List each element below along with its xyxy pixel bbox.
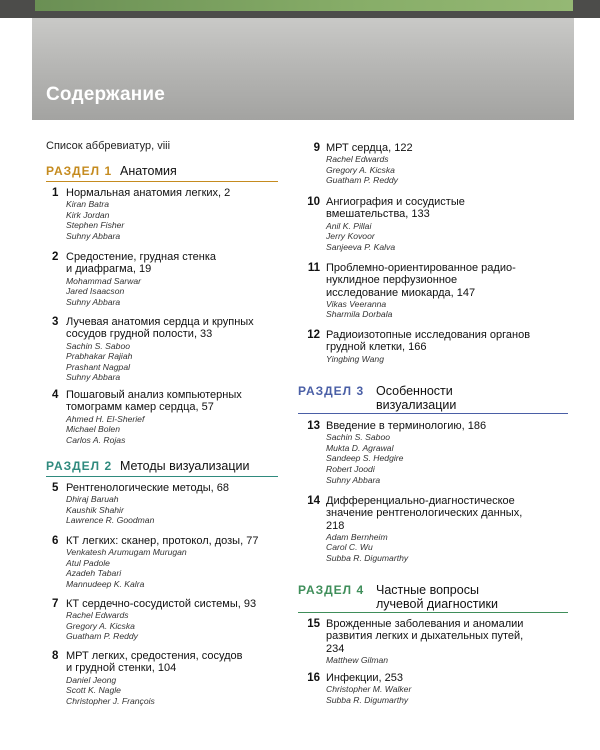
author: Suhny Abbara [66,231,121,242]
chapter-11 [294,262,516,320]
chapter-authors [66,414,242,446]
chapter-number: 13 [307,420,320,432]
chapter-number: 6 [52,535,59,547]
chapter-2 [52,251,216,307]
author: Lawrence R. Goodman [66,515,155,526]
author: Rachel Edwards [66,610,129,621]
chapter-number: 10 [307,196,320,208]
author: Guatham P. Reddy [326,175,398,186]
section-3-title: визуализации [376,398,457,412]
page-title: Содержание [46,84,166,105]
author: Venkatesh Arumugam Murugan [66,547,187,558]
author: Michael Bolen [66,424,120,435]
chapter-number: 14 [307,495,320,507]
section-4-number: РАЗДЕЛ 4 [298,583,365,597]
author: Subba R. Digumarthy [326,694,409,705]
section-3-title: Особенности [376,384,453,398]
chapter-title: МРТ легких, средостения, сосудов [66,650,243,662]
chapter-13 [294,420,486,485]
chapter-7 [52,598,256,642]
section-2-title: Методы визуализации [120,459,250,473]
chapter-number: 12 [307,329,320,341]
chapter-authors [326,684,411,705]
author: Sachin S. Saboo [66,340,131,351]
chapter-number: 9 [313,142,320,154]
chapter-title: томограмм камер сердца, 57 [66,401,214,414]
chapter-title: Лучевая анатомия сердца и крупных [66,316,254,328]
chapter-number: 8 [52,650,59,662]
author: Scott K. Nagle [66,685,121,696]
author: Atul Padole [66,557,110,568]
author: Mukta D. Agrawal [326,442,394,453]
author: Kiran Batra [66,199,109,210]
author: Yingbing Wang [326,353,384,364]
chapter-1 [52,187,230,242]
chapter-10 [294,196,465,252]
author: Dhiraj Baruah [66,494,119,505]
chapter-title: 234 [326,642,345,655]
chapter-authors [66,610,256,642]
chapter-title: Ангиография и сосудистые [326,196,465,208]
chapter-authors [326,432,486,485]
author: Anil K. Pillai [326,220,372,231]
chapter-authors [326,655,523,666]
section-2-rule [46,476,278,477]
author: Prashant Nagpal [66,361,131,372]
author: Prabhakar Rajiah [66,351,133,362]
chapter-title: развития легких и дыхательных путей, [326,630,524,643]
author: Subba R. Digumarthy [326,553,409,564]
author: Jerry Kovoor [326,231,375,242]
chapter-title: Введение в терминологию, 186 [326,420,487,432]
section-2-heading [46,459,249,473]
author: Robert Joodi [326,464,375,475]
chapter-title: Дифференциально-диагностическое [326,495,515,507]
author: Suhny Abbara [66,296,121,307]
chapter-number: 3 [52,316,59,328]
chapter-title: сосудов грудной полости, 33 [66,328,213,341]
chapter-title: значение рентгенологических данных, [326,507,523,520]
chapter-authors [66,276,216,308]
chapter-number: 15 [307,618,320,630]
chapter-number: 16 [307,672,320,684]
chapter-number: 7 [52,598,59,610]
author: Adam Bernheim [326,531,388,542]
chapter-9 [300,142,413,186]
section-3-rule [298,413,568,414]
chapter-authors [66,547,258,589]
chapter-title: и грудной стенки, 104 [66,662,177,675]
author: Azadeh Tabari [66,568,122,579]
chapter-3 [52,316,254,383]
chapter-authors [326,532,522,564]
author: Sharmila Dorbala [326,309,393,320]
chapter-authors [66,494,229,526]
chapter-12 [294,329,530,364]
chapter-title: нуклидное перфузионное [326,274,458,287]
author: Kirk Jordan [66,209,110,220]
section-1-heading [46,164,177,178]
author: Kaushik Shahir [66,504,124,515]
author: Matthew Gilman [326,654,389,665]
author: Gregory A. Kicska [66,620,135,631]
author: Mohammad Sarwar [66,275,141,286]
chapter-8 [52,650,243,706]
author: Sachin S. Saboo [326,432,391,443]
author: Gregory A. Kicska [326,164,395,175]
section-3-heading [298,384,456,412]
chapter-number: 11 [307,262,320,274]
abbreviations-entry: Список аббревиатур, viii [46,140,171,152]
top-band [0,0,600,18]
author: Suhny Abbara [326,474,381,485]
section-1-number: РАЗДЕЛ 1 [46,164,113,178]
chapter-title: КТ сердечно-сосудистой системы, 93 [66,598,257,610]
section-4-rule [298,612,568,613]
author: Ahmed H. El-Sherief [66,413,145,424]
chapter-title: Рентгенологические методы, 68 [66,482,229,494]
chapter-title: Инфекции, 253 [326,672,404,684]
author: Stephen Fisher [66,220,125,231]
chapter-number: 4 [52,389,59,401]
chapter-title: Средостение, грудная стенка [66,251,216,263]
section-2-number: РАЗДЕЛ 2 [46,459,113,473]
chapter-title: Пошаговый анализ компьютерных [66,389,242,401]
author: Vikas Veeranna [326,298,387,309]
chapter-title: вмешательства, 133 [326,208,430,221]
author: Sanjeeva P. Kalva [326,241,396,252]
chapter-16 [294,672,411,705]
chapter-title: и диафрагма, 19 [66,263,152,276]
chapter-14 [294,495,522,564]
author: Carlos A. Rojas [66,434,126,445]
chapter-6 [52,535,258,590]
chapter-4 [52,389,242,445]
author: Christopher M. Walker [326,684,412,695]
chapter-title: МРТ сердца, 122 [326,142,413,154]
author: Daniel Jeong [66,674,117,685]
chapter-title: Врожденные заболевания и аномалии [326,618,524,630]
chapter-15 [294,618,523,665]
chapter-authors [326,354,530,365]
author: Carol C. Wu [326,542,373,553]
chapter-title: Нормальная анатомия легких, 2 [66,187,231,199]
section-3-number: РАЗДЕЛ 3 [298,384,365,398]
chapter-number: 5 [52,482,59,494]
chapter-authors [326,299,516,320]
chapter-authors [326,221,465,253]
page-header [32,18,574,120]
author: Rachel Edwards [326,154,389,165]
author: Guatham P. Reddy [66,631,138,642]
chapter-number: 2 [52,251,59,263]
chapter-5 [52,482,229,526]
author: Christopher J. François [66,695,155,706]
chapter-authors [66,341,254,383]
chapter-authors [66,199,230,241]
author: Mannudeep K. Kalra [66,579,145,590]
chapter-title: грудной клетки, 166 [326,341,427,354]
section-1-rule [46,181,278,182]
top-accent-stripe [35,0,573,11]
chapter-authors [326,154,413,186]
chapter-title: Радиоизотопные исследования органов [326,329,531,341]
section-1-title: Анатомия [120,164,177,178]
chapter-title: 218 [326,519,345,532]
author: Jared Isaacson [66,286,125,297]
chapter-authors [66,675,243,707]
author: Sandeep S. Hedgire [326,453,404,464]
chapter-title: исследование миокарда, 147 [326,286,476,299]
section-4-title: лучевой диагностики [376,597,498,611]
chapter-number: 1 [52,187,59,199]
author: Suhny Abbara [66,372,121,383]
section-4-heading [298,583,498,611]
section-4-title: Частные вопросы [376,583,479,597]
chapter-title: Проблемно-ориентированное радио- [326,262,516,274]
chapter-title: КТ легких: сканер, протокол, дозы, 77 [66,535,259,547]
